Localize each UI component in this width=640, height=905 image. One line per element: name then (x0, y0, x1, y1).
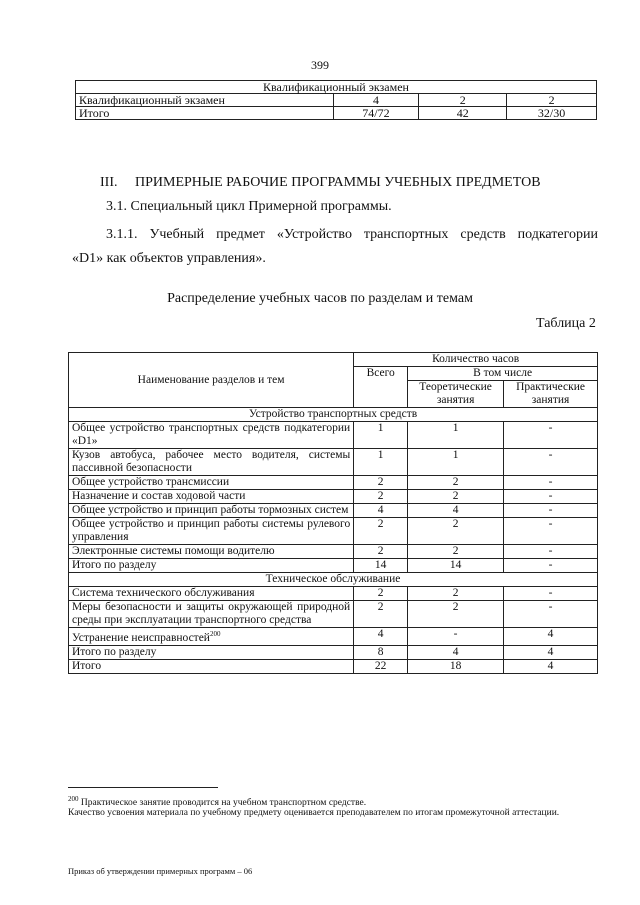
cell-total: 2 (354, 476, 408, 490)
col-name-header: Наименование разделов и тем (69, 353, 354, 408)
cell-practice: - (504, 559, 598, 573)
row-name: Система технического обслуживания (69, 587, 354, 601)
table-row: Итого 74/72 42 32/30 (76, 107, 597, 120)
distribution-title: Распределение учебных часов по разделам и темам (167, 291, 473, 306)
table-row (69, 518, 598, 545)
col-hours-header: Количество часов (354, 353, 598, 367)
paragraph-3-1-1: 3.1.1. Учебный предмет «Устройство транспортных средств подкатегории «D1» как объектов управления». (72, 227, 598, 266)
top-table (75, 80, 597, 120)
table-label: Таблица 2 (536, 316, 596, 331)
cell-theory: 1 (408, 422, 504, 449)
cell-practice: 4 (504, 628, 598, 646)
cell-total: 22 (354, 659, 408, 673)
table-row (69, 659, 598, 673)
cell-practice: 4 (504, 645, 598, 659)
col-practice-header: Практические занятия (504, 381, 598, 408)
row-name: Итого (69, 659, 354, 673)
row-name: Меры безопасности и защиты окружающей природной среды при эксплуатации транспортного средства (69, 601, 354, 628)
section-2-rows (69, 587, 598, 674)
cell-theory: 4 (408, 645, 504, 659)
table-row (69, 504, 598, 518)
cell-theory: 2 (408, 490, 504, 504)
cell-practice: - (504, 476, 598, 490)
paragraph-3-1: 3.1. Специальный цикл Примерной программы. (106, 199, 392, 214)
row-name: Устранение неисправностей$^{200}$ (69, 628, 354, 646)
col-incl-header: В том числе (408, 367, 598, 381)
footnote: $^{200}$ Практическое занятие проводится на учебном транспортном средстве. (68, 795, 367, 809)
cell-total: 14 (354, 559, 408, 573)
table-row (69, 449, 598, 476)
cell-theory: - (408, 628, 504, 646)
cell-theory: 2 (408, 518, 504, 545)
cell-practice: - (504, 601, 598, 628)
main-table (68, 352, 598, 674)
section-row: Техническое обслуживание (69, 573, 598, 587)
cell-theory: 18 (408, 659, 504, 673)
cell-practice: - (504, 449, 598, 476)
footnote-note: Качество усвоения материала по учебному предмету оценивается преподавателем по итогам промежуточной аттестации. (68, 808, 560, 818)
row-name: Итого по разделу (69, 559, 354, 573)
col-theory-header: Теоретические занятия (408, 381, 504, 408)
cell-practice: 4 (504, 659, 598, 673)
table-row (69, 545, 598, 559)
row-name: Общее устройство трансмиссии (69, 476, 354, 490)
cell-theory: 1 (408, 449, 504, 476)
row-name: Кузов автобуса, рабочее место водителя, системы пассивной безопасности (69, 449, 354, 476)
cell-practice: - (504, 490, 598, 504)
section-row: Устройство транспортных средств (69, 408, 598, 422)
footnote-divider (68, 787, 218, 788)
cell-theory: 2 (408, 476, 504, 490)
cell-total: 4 (354, 628, 408, 646)
cell-practice: - (504, 504, 598, 518)
cell-total: 4 (354, 504, 408, 518)
col-total-header: Всего (354, 367, 408, 408)
table-row (69, 476, 598, 490)
table-row (69, 587, 598, 601)
section-title: III. ПРИМЕРНЫЕ РАБОЧИЕ ПРОГРАММЫ УЧЕБНЫХ ПРЕДМЕТОВ (100, 175, 541, 190)
table-row (69, 422, 598, 449)
cell-total: 8 (354, 645, 408, 659)
row-name: Общее устройство и принцип работы системы рулевого управления (69, 518, 354, 545)
cell-total: 2 (354, 545, 408, 559)
page-number: 399 (311, 58, 329, 72)
table-row: Квалификационный экзамен 4 2 2 (76, 94, 597, 107)
cell-theory: 2 (408, 601, 504, 628)
cell-total: 2 (354, 587, 408, 601)
row-name: Общее устройство транспортных средств подкатегории «D1» (69, 422, 354, 449)
cell-theory: 4 (408, 504, 504, 518)
cell-theory: 14 (408, 559, 504, 573)
table-row (69, 645, 598, 659)
table-row (69, 559, 598, 573)
row-name: Общее устройство и принцип работы тормозных систем (69, 504, 354, 518)
table-row (69, 490, 598, 504)
cell-theory: 2 (408, 587, 504, 601)
row-name: Итого по разделу (69, 645, 354, 659)
top-table-header: Квалификационный экзамен (76, 81, 597, 94)
cell-total: 1 (354, 422, 408, 449)
table-row (69, 601, 598, 628)
cell-practice: - (504, 545, 598, 559)
order-footer: Приказ об утверждении примерных программ – 06 (68, 866, 253, 876)
cell-theory: 2 (408, 545, 504, 559)
cell-total: 2 (354, 518, 408, 545)
table-row (69, 628, 598, 646)
cell-practice: - (504, 422, 598, 449)
section-1-rows (69, 422, 598, 573)
cell-practice: - (504, 587, 598, 601)
row-name: Электронные системы помощи водителю (69, 545, 354, 559)
cell-total: 2 (354, 490, 408, 504)
row-name: Назначение и состав ходовой части (69, 490, 354, 504)
cell-total: 1 (354, 449, 408, 476)
cell-total: 2 (354, 601, 408, 628)
cell-practice: - (504, 518, 598, 545)
